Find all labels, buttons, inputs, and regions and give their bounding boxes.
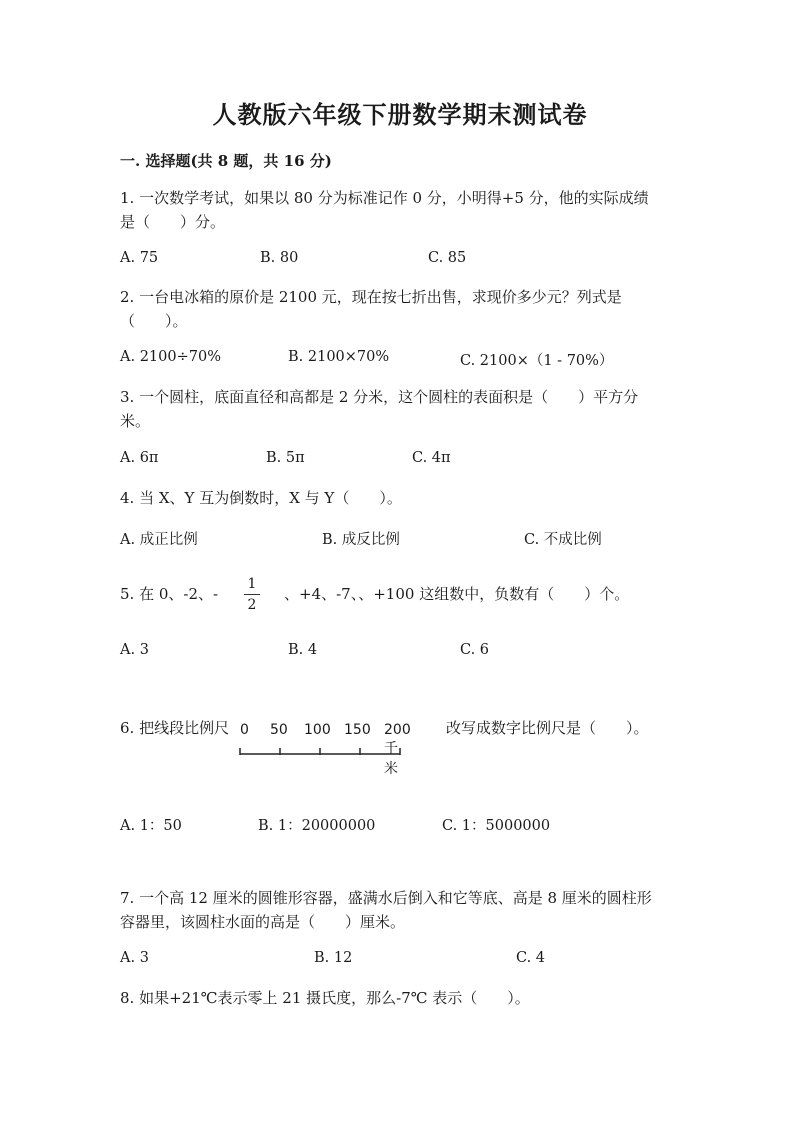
section-heading: 一. 选择题(共 8 题，共 16 分) [120, 152, 332, 170]
question-5-option-b: B. 4 [288, 642, 318, 658]
question-2-stem [120, 285, 690, 333]
question-3-stem [120, 385, 690, 433]
question-8-stem: 8. 如果+21℃表示零上 21 摄氏度，那么-7℃ 表示（ ）。 [120, 989, 530, 1007]
question-5-option-c: C. 6 [460, 642, 490, 658]
question-2-line-2: （ ）。 [120, 312, 188, 330]
fraction-numerator: 1 [247, 576, 257, 592]
page-title: 人教版六年级下册数学期末测试卷 [212, 100, 588, 129]
question-3-option-c: C. 4π [412, 450, 451, 466]
scale-label-200: 200千米 [384, 722, 411, 777]
question-1-line-1: 1. 一次数学考试，如果以 80 分为标准记作 0 分，小明得+5 分，他的实际成绩 [120, 189, 649, 207]
question-6-stem-start: 6. 把线段比例尺 [120, 719, 230, 737]
question-3-option-a: A. 6π [120, 450, 159, 466]
scale-label-150: 150 [344, 722, 371, 738]
question-5-fraction [244, 576, 260, 613]
question-2-option-b: B. 2100×70% [288, 349, 390, 365]
question-4-option-b: B. 成反比例 [322, 532, 400, 548]
question-5-stem-end: 、+4、-7、、+100 这组数中，负数有（ ）个。 [284, 585, 630, 603]
question-2-line-1: 2. 一台电冰箱的原价是 2100 元，现在按七折出售，求现价多少元？列式是 [120, 288, 622, 306]
question-4-stem: 4. 当 X、Y 互为倒数时，X 与 Y（ ）。 [120, 489, 402, 507]
question-4-option-a: A. 成正比例 [120, 532, 198, 548]
question-3-line-2: 米。 [120, 412, 151, 430]
question-7-option-a: A. 3 [120, 950, 149, 966]
question-6-stem-end: 改写成数字比例尺是（ ）。 [446, 719, 649, 737]
question-6-option-c: C. 1：5000000 [442, 818, 551, 834]
question-1-option-c: C. 85 [428, 250, 467, 266]
question-5-option-a: A. 3 [120, 642, 149, 658]
question-1-stem [120, 186, 690, 234]
question-4-option-c: C. 不成比例 [524, 532, 602, 548]
scale-label-0: 0 [240, 722, 249, 738]
question-7-option-c: C. 4 [516, 950, 546, 966]
fraction-bar [244, 594, 260, 595]
question-1-option-b: B. 80 [260, 250, 299, 266]
question-7-option-b: B. 12 [314, 950, 353, 966]
question-7-stem [120, 886, 690, 934]
question-7-line-2: 容器里，该圆柱水面的高是（ ）厘米。 [120, 913, 406, 931]
question-1-line-2: 是（ ）分。 [120, 213, 226, 231]
question-2-option-a: A. 2100÷70% [120, 349, 221, 365]
question-6-option-b: B. 1：20000000 [258, 818, 376, 834]
question-6-option-a: A. 1：50 [120, 818, 182, 834]
question-3-option-b: B. 5π [266, 450, 305, 466]
question-2-option-c: C. 2100×（1 - 70%） [460, 353, 614, 369]
question-3-line-1: 3. 一个圆柱，底面直径和高都是 2 分米，这个圆柱的表面积是（ ）平方分 [120, 388, 639, 406]
question-7-line-1: 7. 一个高 12 厘米的圆锥形容器，盛满水后倒入和它等底、高是 8 厘米的圆柱形 [120, 889, 652, 907]
scale-label-50: 50 [270, 722, 288, 738]
fraction-denominator: 2 [247, 597, 257, 613]
scale-label-100: 100 [304, 722, 331, 738]
question-5-stem-start: 5. 在 0、-2、- [120, 585, 219, 603]
scale-ruler [236, 722, 406, 762]
question-1-option-a: A. 75 [120, 250, 159, 266]
